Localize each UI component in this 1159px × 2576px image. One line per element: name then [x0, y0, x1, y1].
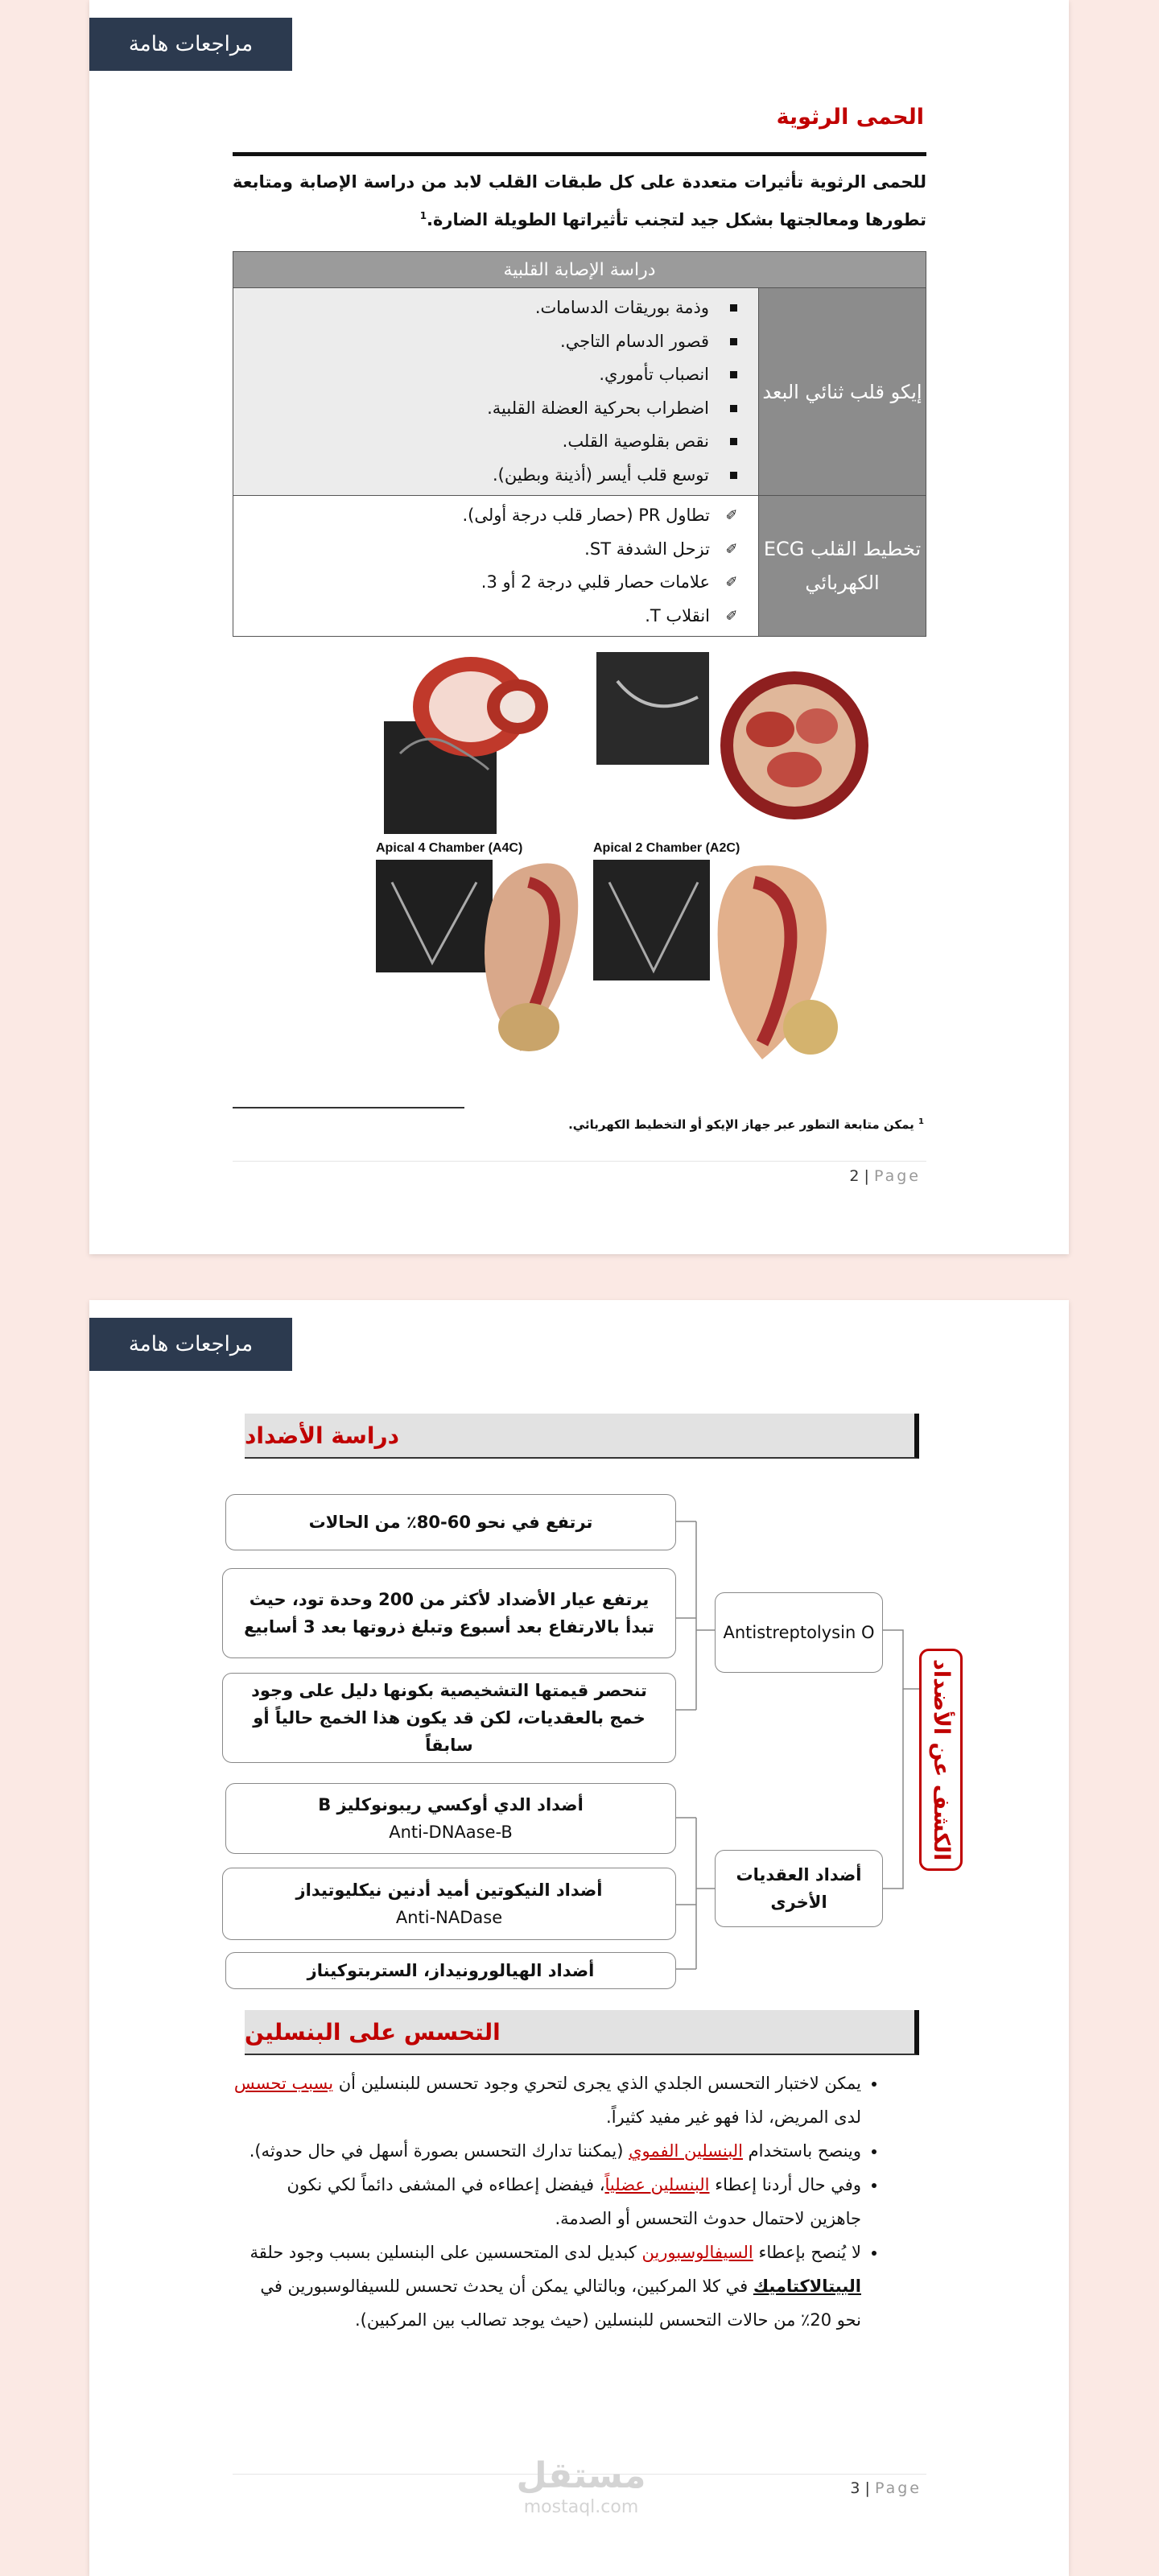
a4c-label: Apical 4 Chamber (A4C) — [376, 841, 523, 855]
aso-node: Antistreptolysin O — [715, 1592, 883, 1673]
bullet-text: لدى المريض، لذا فهو غير مفيد كثيراً. — [606, 2107, 861, 2127]
pencil-bullet-icon: ✐ — [725, 507, 738, 524]
list-item — [233, 2168, 861, 2235]
penicillin-bullets — [233, 2066, 884, 2337]
footnote-text: يمكن متابعة التطور عبر جهاز الإيكو أو التخطيط الكهربائي. — [568, 1117, 914, 1132]
watermark-url: mostaql.com — [523, 2497, 639, 2517]
antibody-abbrev: Anti-DNAase-B — [389, 1823, 513, 1842]
antibody-name: أضداد النيكوتين أميد أدنين نيكليوتيداز — [295, 1880, 603, 1900]
connector — [883, 1689, 903, 1889]
bullet-text: يمكن لاختبار التحسس الجلدي الذي يجرى لتحري وجود تحسس للبنسلين أن — [333, 2074, 861, 2093]
item-text: علامات حصار قلبي درجة 2 أو 3. — [481, 572, 710, 592]
aso-child-3: تنحصر قيمتها التشخيصية بكونها دليل على وجود خمج بالعقديات، لكن قد يكون هذا الخمج حالياً أو سابقاً — [222, 1673, 676, 1763]
footnote-ref: 1 — [419, 210, 427, 221]
other-child-3: أضداد الهيالورونيداز، الستربتوكيناز — [225, 1952, 676, 1989]
highlight-text: البنسلين عضلياً — [604, 2175, 710, 2194]
pencil-bullet-icon: ✐ — [725, 607, 738, 625]
page-number: 3 | Page — [850, 2479, 922, 2497]
list-item — [233, 2235, 861, 2337]
bullet-text: ، فيفضل إعطاءه في المشفى دائماً لكي نكون جاهزين لاحتمال حدوث التحسس أو الصدمة. — [287, 2175, 861, 2228]
page-number-value: 3 — [850, 2479, 860, 2497]
intro-text: للحمى الرثوية تأثيرات متعددة على كل طبقات القلب لابد من دراسة الإصابة ومتابعة تطورها ومعالجتها بشكل جيد لتجنب تأثيراتها الطويلة الضارة. — [233, 172, 926, 229]
mostaql-watermark — [509, 2455, 654, 2517]
bullet-text: في كلا المركبين، وبالتالي يمكن أن يحدث تحسس للسيفالوسبورين في نحو 20٪ من حالات التحسس للبنسلين (حيث يوجد تصالب بين المركبين). — [260, 2277, 861, 2330]
bullet-text: وينصح باستخدام — [742, 2141, 861, 2161]
a2c-label: Apical 2 Chamber (A2C) — [593, 841, 740, 855]
antibody-abbrev: Anti-NADase — [395, 1908, 503, 1927]
list-item — [233, 2066, 861, 2134]
watermark-arabic: مستقل — [516, 2455, 646, 2496]
list-item — [233, 2134, 861, 2168]
pencil-bullet-icon: ✐ — [725, 574, 738, 591]
bullet-text: لا يُنصح بإعطاء — [753, 2243, 861, 2262]
bullet-text: وفي حال أردنا إعطاء — [709, 2175, 861, 2194]
item-text: اضطراب بحركية العضلة القلبية. — [487, 398, 709, 418]
section-title-penicillin — [245, 2010, 919, 2055]
page-number: 2 | Page — [849, 1167, 921, 1185]
page-word: Page — [875, 2479, 922, 2497]
highlight-text: السيفالوسبورين — [641, 2243, 753, 2262]
other-child-1 — [225, 1783, 676, 1854]
page-title: الحمى الرثوية — [776, 105, 924, 130]
bullet-text: كبديل لدى المتحسسين على البنسلين بسبب وجود حلقة — [250, 2243, 642, 2262]
page-word: Page — [874, 1167, 921, 1185]
item-text: انقلاب T. — [645, 605, 710, 625]
aso-child-2: يرتفع عيار الأضداد لأكثر من 200 وحدة تود، حيث تبدأ بالارتفاع بعد أسبوع وتبلغ ذروتها بعد 3 أسابيع — [222, 1568, 676, 1658]
header-badge: مراجعات هامة — [89, 18, 292, 71]
item-text: وذمة بوريقات الدسامات. — [534, 298, 709, 317]
highlight-text: البيتالاكتاميك — [753, 2277, 861, 2296]
section-title-text: دراسة الأضداد — [245, 1422, 399, 1449]
row-label: تخطيط القلب ECG الكهربائي — [759, 496, 926, 637]
highlight-text: يسبب تحسس — [233, 2074, 334, 2093]
aso-child-1: ترتفع في نحو 60-80٪ من الحالات — [225, 1494, 676, 1550]
item-text: توسع قلب أيسر (أذينة وبطين). — [492, 464, 709, 485]
item-text: انصباب تأموري. — [599, 365, 709, 384]
item-text: قصور الدسام التاجي. — [560, 331, 709, 351]
section-title-text: التحسس على البنسلين — [245, 2018, 501, 2046]
item-text: نقص بقلوصية القلب. — [562, 431, 709, 451]
row-label: إيكو قلب ثنائي البعد — [759, 288, 926, 496]
highlight-text: البنسلين الفموي — [629, 2141, 743, 2161]
bullet-text: (يمكننا تدارك التحسس بصورة أسهل في حال حدوثه). — [249, 2141, 629, 2161]
other-child-2 — [222, 1868, 676, 1940]
header-badge: مراجعات هامة — [89, 1318, 292, 1371]
connector — [883, 1630, 919, 1689]
antibody-name: أضداد الدي أوكسي ريبونوكليز B — [318, 1795, 584, 1814]
item-text: تزحل الشدفة ST. — [584, 539, 710, 559]
page-number-value: 2 — [849, 1167, 860, 1185]
table-header: دراسة الإصابة القلبية — [233, 252, 926, 288]
other-antibodies-node: أضداد العقديات الأخرى — [715, 1850, 883, 1927]
item-text: تطاول PR (حصار قلب درجة أولى). — [462, 506, 710, 525]
antibody-detection-root — [919, 1649, 963, 1871]
pencil-bullet-icon: ✐ — [725, 540, 738, 558]
footnote-number: 1 — [918, 1117, 924, 1126]
root-label: الكشف عن الأضداد — [929, 1658, 954, 1861]
